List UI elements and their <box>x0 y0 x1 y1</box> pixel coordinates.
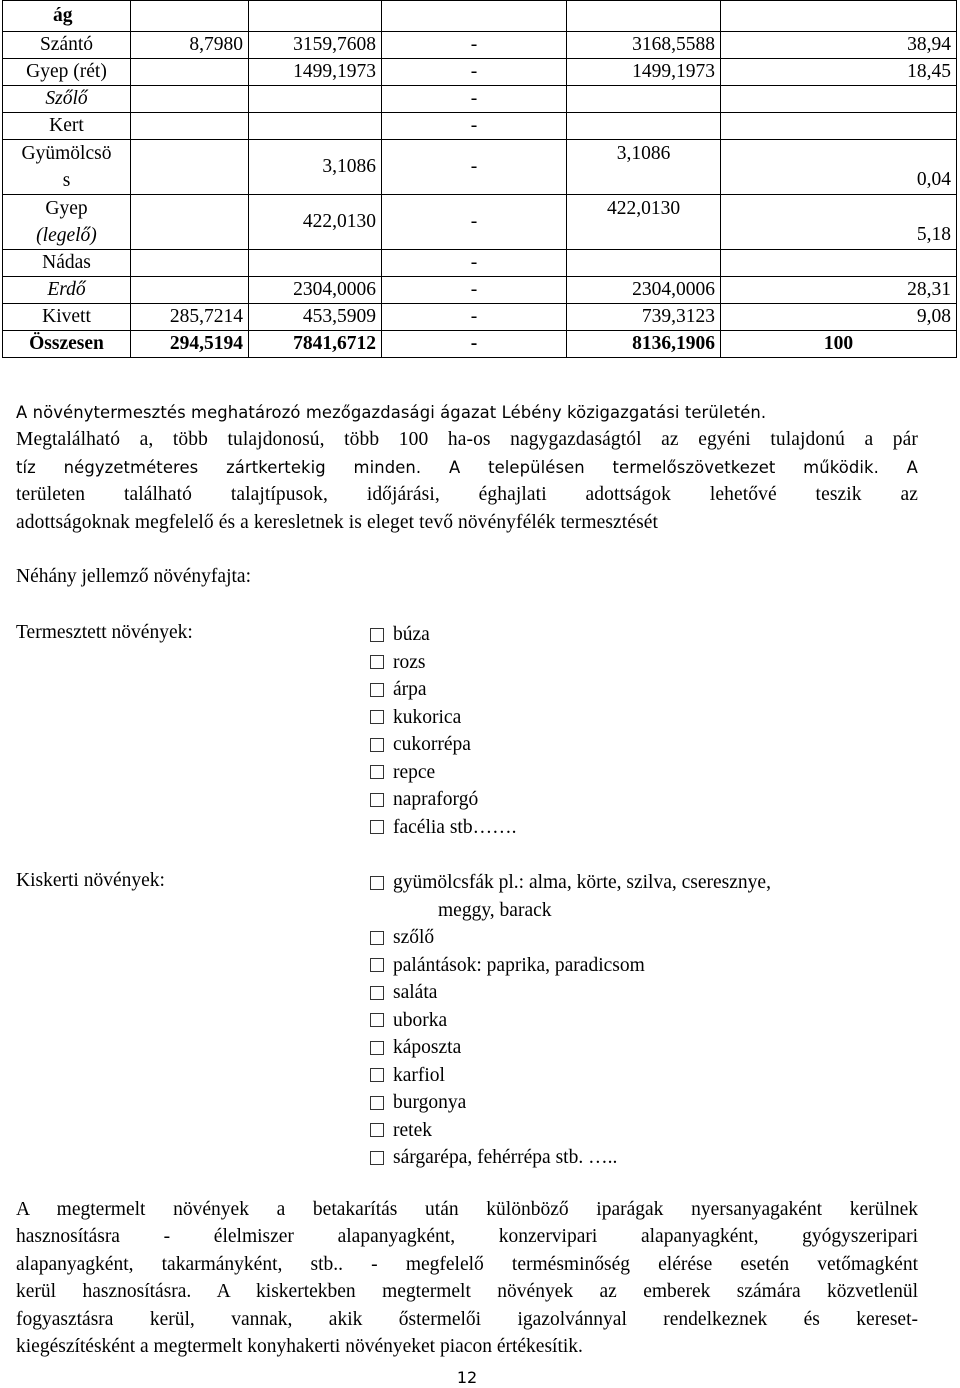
table-total-row <box>3 331 957 358</box>
list-item: gyümölcsfák pl.: alma, körte, szilva, cseresznye, <box>370 869 771 897</box>
cell <box>249 86 382 113</box>
cell: - <box>382 304 567 331</box>
cell: 8,7980 <box>131 32 249 59</box>
cell: 1499,1973 <box>567 59 721 86</box>
row-name: Gyümölcsö s <box>3 140 131 195</box>
cell <box>721 250 957 277</box>
cell <box>721 86 957 113</box>
cell: 18,45 <box>721 59 957 86</box>
checkbox-icon <box>370 958 384 972</box>
list-item: káposzta <box>370 1034 771 1062</box>
cell: 7841,6712 <box>249 331 382 358</box>
cell: - <box>382 277 567 304</box>
cell: 0,04 <box>721 140 957 195</box>
cell: - <box>382 140 567 195</box>
row-name: Kivett <box>3 304 131 331</box>
row-name: Kert <box>3 113 131 140</box>
paragraph-line: területen található talajtípusok, időjárási, éghajlati adottságok lehetővé teszik az <box>16 484 918 506</box>
list-item: sárgarépa, fehérrépa stb. ….. <box>370 1144 771 1172</box>
row-name: Nádas <box>3 250 131 277</box>
table-row <box>3 113 957 140</box>
cell: 5,18 <box>721 195 957 250</box>
crops-label: Termesztett növények: <box>16 622 193 643</box>
table-row <box>3 59 957 86</box>
section-heading: Néhány jellemző növényfajta: <box>16 566 251 587</box>
cell: 285,7214 <box>131 304 249 331</box>
row-name: Szántó <box>3 32 131 59</box>
list-item: kukorica <box>370 704 516 732</box>
cell: 9,08 <box>721 304 957 331</box>
page-number: 12 <box>456 1368 478 1387</box>
cell: - <box>382 195 567 250</box>
intro-paragraph <box>16 399 918 536</box>
table-header-row <box>3 1 957 32</box>
list-item: cukorrépa <box>370 731 516 759</box>
row-name: Gyep (legelő) <box>3 195 131 250</box>
cell: 38,94 <box>721 32 957 59</box>
list-item: facélia stb……. <box>370 814 516 842</box>
cell <box>721 113 957 140</box>
table-row <box>3 304 957 331</box>
cell: - <box>382 113 567 140</box>
table-header-cell: ág <box>3 1 131 32</box>
paragraph-line: kiegészítésként a megtermelt konyhakerti növényeket piacon értékesítik. <box>16 1336 583 1358</box>
checkbox-icon <box>370 986 384 1000</box>
cell: 422,0130 <box>249 195 382 250</box>
list-item: saláta <box>370 979 771 1007</box>
cell <box>567 86 721 113</box>
cell: 2304,0006 <box>567 277 721 304</box>
list-item: rozs <box>370 649 516 677</box>
cell: 2304,0006 <box>249 277 382 304</box>
checkbox-icon <box>370 1041 384 1055</box>
checkbox-icon <box>370 1013 384 1027</box>
table-row <box>3 140 957 195</box>
checkbox-icon <box>370 765 384 779</box>
cell: - <box>382 331 567 358</box>
cell: 28,31 <box>721 277 957 304</box>
list-item: búza <box>370 621 516 649</box>
row-name: Összesen <box>3 331 131 358</box>
paragraph-line: fogyasztásra kerül, vannak, akik őstermelői igazolvánnyal rendelkeznek és kereset- <box>16 1308 918 1330</box>
table-row <box>3 86 957 113</box>
cell: 3,1086 <box>249 140 382 195</box>
table-row <box>3 32 957 59</box>
list-item: karfiol <box>370 1062 771 1090</box>
paragraph-line: A megtermelt növények a betakarítás után különböző iparágak nyersanyagaként kerülnek <box>16 1199 918 1220</box>
list-item: palántások: paprika, paradicsom <box>370 952 771 980</box>
checkbox-icon <box>370 1096 384 1110</box>
land-use-table <box>2 0 957 358</box>
garden-list <box>370 869 771 1172</box>
cell: 294,5194 <box>131 331 249 358</box>
table-row <box>3 195 957 250</box>
checkbox-icon <box>370 931 384 945</box>
checkbox-icon <box>370 738 384 752</box>
cell <box>249 113 382 140</box>
checkbox-icon <box>370 683 384 697</box>
list-item: napraforgó <box>370 786 516 814</box>
table-row <box>3 250 957 277</box>
table-row <box>3 277 957 304</box>
checkbox-icon <box>370 1151 384 1165</box>
paragraph-line: adottságoknak megfelelő és a keresletnek is eleget tevő növényfélék termesztését <box>16 511 659 533</box>
list-item: burgonya <box>370 1089 771 1117</box>
list-item: szőlő <box>370 924 771 952</box>
paragraph-line: alapanyagként, takarmányként, stb.. - megfelelő termésminőség elérése esetén vetőmagként <box>16 1253 918 1275</box>
cell: 453,5909 <box>249 304 382 331</box>
cell <box>131 277 249 304</box>
cell <box>131 59 249 86</box>
cell <box>567 113 721 140</box>
cell: 739,3123 <box>567 304 721 331</box>
checkbox-icon <box>370 655 384 669</box>
cell: - <box>382 32 567 59</box>
cell: 3,1086 <box>567 140 721 195</box>
cell: - <box>382 59 567 86</box>
paragraph-line: A növénytermesztés meghatározó mezőgazdasági ágazat Lébény közigazgatási területén. <box>16 403 767 422</box>
cell: 8136,1906 <box>567 331 721 358</box>
checkbox-icon <box>370 876 384 890</box>
cell <box>131 140 249 195</box>
list-item-continuation: meggy, barack <box>438 899 552 921</box>
list-item: retek <box>370 1117 771 1145</box>
cell <box>249 250 382 277</box>
cell <box>131 86 249 113</box>
checkbox-icon <box>370 1123 384 1137</box>
cell: 100 <box>721 331 957 358</box>
cell <box>131 113 249 140</box>
row-name: Szőlő <box>3 86 131 113</box>
paragraph-line: tíz négyzetméteres zártkertekig minden. A településen termelőszövetkezet működik. A <box>16 457 918 477</box>
paragraph-line: Megtalálható a, több tulajdonosú, több 100 ha-os nagygazdaságtól az egyéni tulajdonú a pár <box>16 429 918 451</box>
checkbox-icon <box>370 820 384 834</box>
checkbox-icon <box>370 1068 384 1082</box>
checkbox-icon <box>370 793 384 807</box>
list-item: uborka <box>370 1007 771 1035</box>
garden-label: Kiskerti növények: <box>16 870 165 891</box>
cell: 1499,1973 <box>249 59 382 86</box>
list-item: repce <box>370 759 516 787</box>
cell: 3168,5588 <box>567 32 721 59</box>
cell: 422,0130 <box>567 195 721 250</box>
cell: - <box>382 250 567 277</box>
cell: 3159,7608 <box>249 32 382 59</box>
crops-list <box>370 621 516 841</box>
cell <box>131 250 249 277</box>
row-name: Erdő <box>3 277 131 304</box>
cell <box>131 195 249 250</box>
paragraph-line: hasznosításra - élelmiszer alapanyagként, konzervipari alapanyagként, gyógyszeripari <box>16 1226 918 1248</box>
list-item: árpa <box>370 676 516 704</box>
paragraph-line: kerül hasznosításra. A kiskertekben megtermelt növények az emberek számára közvetlenül <box>16 1281 918 1303</box>
row-name: Gyep (rét) <box>3 59 131 86</box>
cell <box>567 250 721 277</box>
cell: - <box>382 86 567 113</box>
checkbox-icon <box>370 710 384 724</box>
closing-paragraph <box>16 1196 918 1360</box>
checkbox-icon <box>370 628 384 642</box>
